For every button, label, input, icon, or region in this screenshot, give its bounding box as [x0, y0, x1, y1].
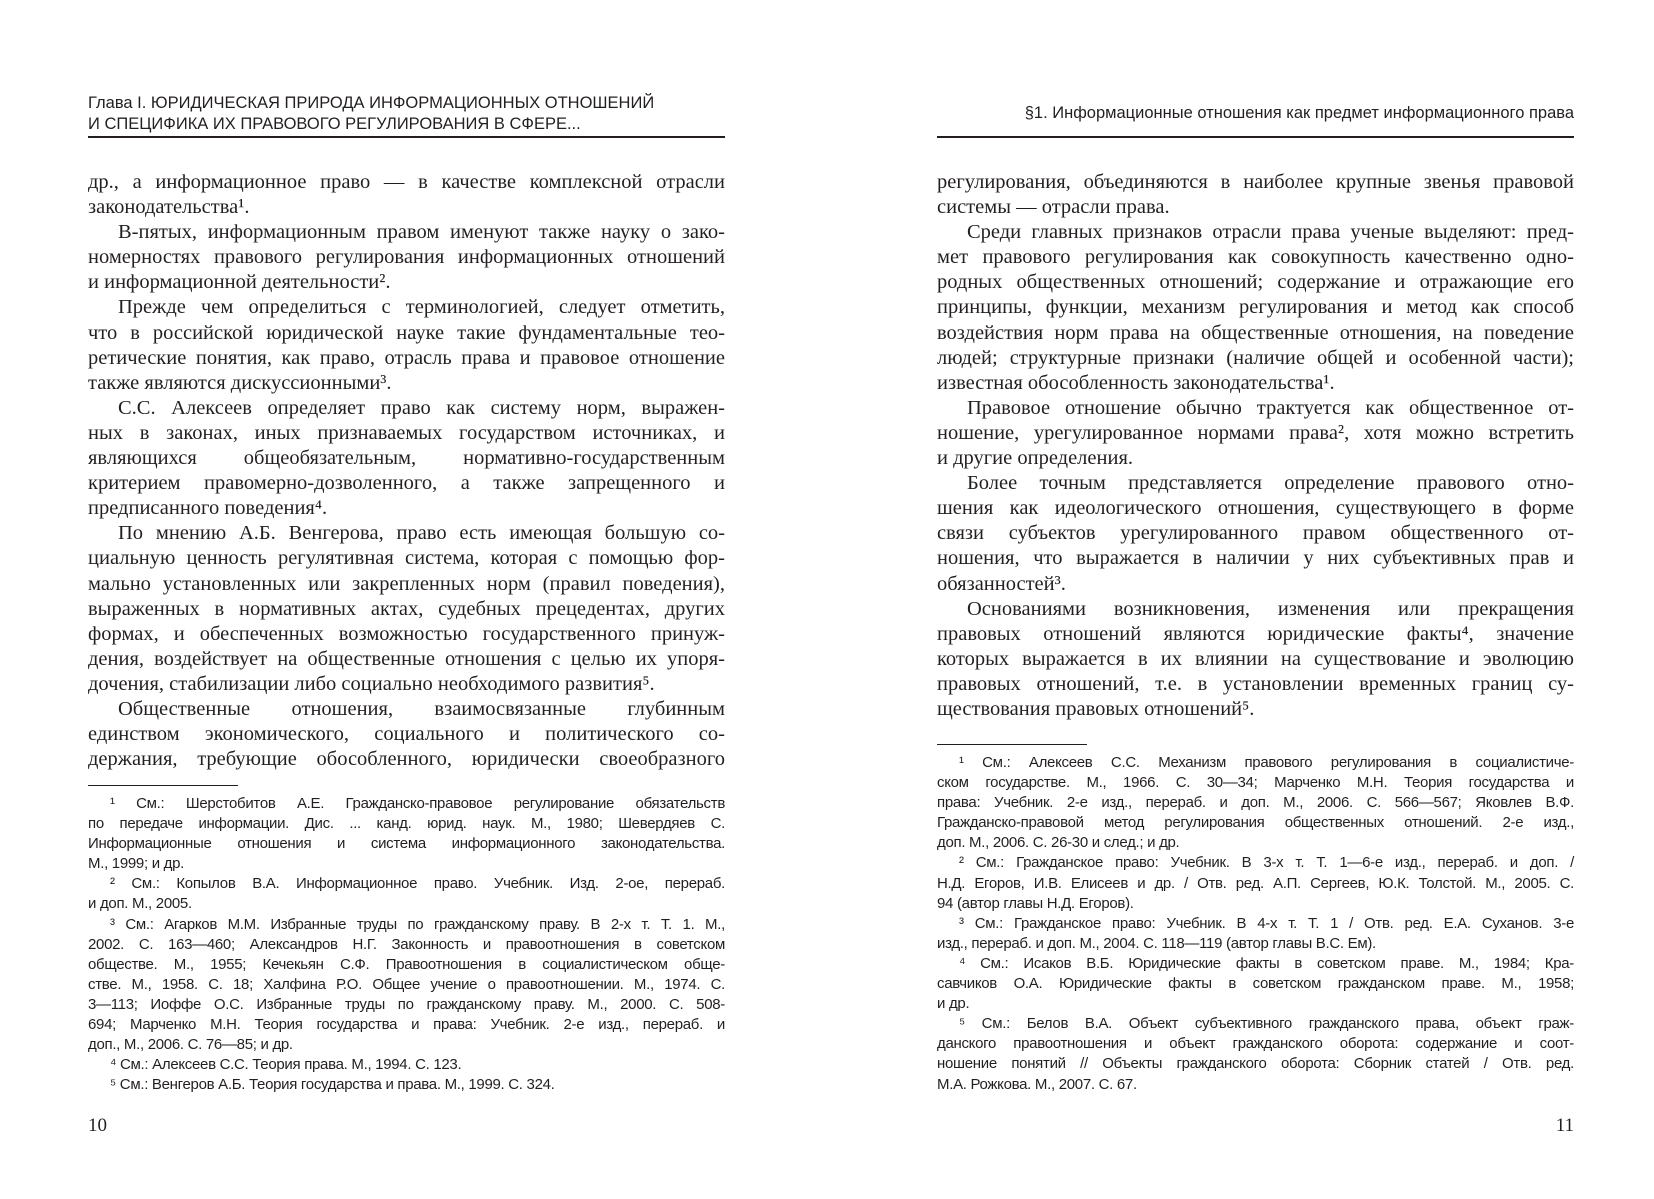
- footnote-line: М.А. Рожкова. М., 2007. С. 67.: [937, 1075, 1137, 1093]
- text-line: номерностях правового регулирования информационных отношений: [88, 246, 725, 269]
- text-line: принципы, функции, механизм регулирования и метод как способ: [937, 296, 1574, 319]
- text-line: предписанного поведения⁴.: [88, 497, 328, 520]
- text-line: что в российской юридической науке такие фундаментальные тео-: [88, 321, 725, 344]
- running-header: [88, 93, 725, 135]
- footnote-line: ¹ См.: Шерстобитов А.Е. Гражданско-правовое регулирование обязательств: [110, 795, 725, 812]
- text-line: ношения, что выражается в наличии у них субъективных прав и: [937, 547, 1574, 570]
- text-line: Основаниями возникновения, изменения или прекращения: [967, 597, 1574, 620]
- paragraph: [88, 295, 725, 395]
- running-header: [937, 103, 1574, 124]
- footnote-line: Информационные отношения и система информационного законодательства.: [88, 835, 725, 853]
- paragraph: [937, 220, 1574, 396]
- text-line: правовых отношений являются юридические факты⁴, значение: [937, 622, 1574, 645]
- paragraph: [937, 170, 1574, 220]
- footnote: [937, 753, 1574, 853]
- text-line: являющихся общеобязательным, нормативно-государственным: [88, 447, 725, 470]
- footnote-line: 3—113; Иоффе О.С. Избранные труды по гражданскому праву. М., 2000. С. 508-: [88, 995, 725, 1013]
- header-line: §1. Информационные отношения как предмет информационного права: [1024, 104, 1574, 122]
- footnote-separator: [88, 785, 238, 786]
- text-line: также являются дискуссионными³.: [88, 371, 392, 394]
- text-line: держания, требующие обособленного, юридически своеобразного: [88, 748, 725, 771]
- paragraph: [937, 471, 1574, 596]
- left-page: [88, 0, 725, 1199]
- footnote-line: доп., М., 2006. С. 76—85; и др.: [88, 1036, 293, 1054]
- text-line: ношение, урегулированное нормами права², хотя можно встретить: [937, 421, 1574, 444]
- text-line: критерием правомерно-дозволенного, а также запрещенного и: [88, 472, 725, 495]
- text-line: обязанностей³.: [937, 572, 1066, 595]
- paragraph: [937, 396, 1574, 471]
- footnote-line: ³ См.: Агарков М.М. Избранные труды по гражданскому праву. В 2-х т. Т. 1. М.,: [110, 915, 725, 933]
- footnote-line: ⁵ См.: Венгеров А.Б. Теория государства и права. М., 1999. С. 324.: [110, 1076, 555, 1094]
- body-text: [88, 170, 725, 772]
- text-line: дения, воздействует на общественные отношения с целью их упоря-: [88, 647, 725, 670]
- paragraph: [88, 396, 725, 521]
- paragraph: [88, 170, 725, 220]
- footnote-line: ⁴ См.: Алексеев С.С. Теория права. М., 1994. С. 123.: [110, 1056, 462, 1074]
- text-line: дочения, стабилизации либо социально необходимого развития⁵.: [88, 672, 655, 695]
- text-line: Более точным представляется определение правового отно-: [967, 472, 1574, 495]
- text-line: По мнению А.Б. Венгерова, право есть имеющая большую со-: [118, 522, 725, 545]
- text-line: мально установленных или закрепленных норм (правил поведения),: [88, 572, 725, 595]
- text-line: единством экономического, социального и политического со-: [88, 723, 725, 746]
- footnote-line: доп. М., 2006. С. 26-30 и след.; и др.: [937, 834, 1180, 852]
- footnote-line: данского правоотношения и объект гражданского оборота: содержание и соот-: [937, 1035, 1574, 1053]
- text-line: мет правового регулирования как совокупность качественно одно-: [937, 246, 1574, 269]
- footnote-line: ² См.: Копылов В.А. Информационное право. Учебник. Изд. 2-ое, перераб.: [110, 875, 725, 893]
- footnotes: [937, 753, 1574, 1095]
- footnote: [88, 874, 725, 914]
- footnote: [937, 914, 1574, 954]
- text-line: ных в законах, иных признаваемых государством источниках, и: [88, 421, 725, 444]
- footnote-line: ношение понятий // Объекты гражданского оборота: Сборник статей / Отв. ред.: [937, 1055, 1574, 1073]
- footnote-line: изд., перераб. и доп. М., 2004. С. 118—119 (автор главы В.С. Ем).: [937, 934, 1376, 952]
- footnote-line: обществе. М., 1955; Кечекьян С.Ф. Правоотношения в социалистическом обще-: [88, 955, 725, 973]
- text-line: регулирования, объединяются в наиболее крупные звенья правовой: [937, 171, 1574, 193]
- text-line: ретические понятия, как право, отрасль права и правовое отношение: [88, 346, 725, 369]
- text-line: людей; структурные признаки (наличие общей и особенной части);: [937, 346, 1574, 369]
- text-line: Правовое отношение обычно трактуется как общественное от-: [967, 396, 1574, 419]
- text-line: Прежде чем определиться с терминологией, следует отметить,: [118, 296, 725, 319]
- header-line: И СПЕЦИФИКА ИХ ПРАВОВОГО РЕГУЛИРОВАНИЯ В СФЕРЕ...: [88, 115, 581, 133]
- text-line: формах, и обеспеченных возможностью государственного принуж-: [88, 622, 725, 645]
- header-rule: [937, 136, 1574, 138]
- footnote: [937, 853, 1574, 913]
- footnote-line: 694; Марченко М.Н. Теория государства и права: Учебник. 2-е изд., перераб. и: [88, 1016, 725, 1034]
- text-line: и другие определения.: [937, 447, 1134, 470]
- text-line: воздействия норм права на общественные отношения, на поведение: [937, 321, 1574, 344]
- footnote-line: Н.Д. Егоров, И.В. Елисеев и др. / Отв. ред. А.П. Сергеев, Ю.К. Толстой. М., 2005. С.: [937, 874, 1574, 892]
- text-line: др., а информационное право — в качестве комплексной отрасли: [88, 171, 725, 193]
- text-line: правовых отношений, т.е. в установлении временных границ су-: [937, 672, 1574, 695]
- paragraph: [937, 597, 1574, 722]
- footnote-line: права: Учебник. 2-е изд., перераб. и доп. М., 2006. С. 566—567; Яковлев В.Ф.: [937, 794, 1574, 812]
- footnote-line: 94 (автор главы Н.Д. Егоров).: [937, 894, 1134, 912]
- footnote: [88, 1075, 725, 1095]
- header-line: Глава I. ЮРИДИЧЕСКАЯ ПРИРОДА ИНФОРМАЦИОННЫХ ОТНОШЕНИЙ: [88, 94, 655, 112]
- body-text: [937, 170, 1574, 722]
- text-line: связи субъектов урегулированного правом общественного от-: [937, 522, 1574, 545]
- text-line: законодательства¹.: [88, 196, 250, 219]
- footnote: [88, 1055, 725, 1075]
- paragraph: [88, 697, 725, 772]
- footnote-line: ² См.: Гражданское право: Учебник. В 3-х т. Т. 1—6-е изд., перераб. и доп. /: [959, 854, 1574, 872]
- text-line: которых выражается в их влиянии на существование и эволюцию: [937, 647, 1574, 670]
- text-line: Среди главных признаков отрасли права ученые выделяют: пред-: [967, 221, 1574, 244]
- footnotes: [88, 794, 725, 1095]
- footnote-line: савчиков О.А. Юридические факты в советском гражданском праве. М., 1958;: [937, 975, 1574, 993]
- footnote-line: ¹ См.: Алексеев С.С. Механизм правового регулирования в социалистиче-: [959, 754, 1574, 771]
- footnote-line: 2002. С. 163—460; Александров Н.Г. Законность и правоотношения в советском: [88, 935, 725, 953]
- paragraph: [88, 220, 725, 295]
- footnote-line: ском государстве. М., 1966. С. 30—34; Марченко М.Н. Теория государства и: [937, 774, 1574, 792]
- text-line: В-пятых, информационным правом именуют также науку о зако-: [118, 221, 725, 244]
- footnote: [937, 1014, 1574, 1094]
- paragraph: [88, 521, 725, 697]
- header-rule: [88, 136, 725, 138]
- footnote-line: Гражданско-правовой метод регулирования общественных отношений. 2-е изд.,: [937, 814, 1574, 832]
- footnote-separator: [937, 744, 1087, 745]
- text-line: шения как идеологического отношения, существующего в форме: [937, 497, 1574, 520]
- right-page: [937, 0, 1574, 1199]
- text-line: выраженных в нормативных актах, судебных прецедентах, других: [88, 597, 725, 620]
- footnote-line: ⁴ См.: Исаков В.Б. Юридические факты в советском праве. М., 1984; Кра-: [959, 954, 1574, 972]
- text-line: известная обособленность законодательства¹.: [937, 371, 1335, 394]
- footnote-line: и др.: [937, 995, 970, 1013]
- footnote: [937, 954, 1574, 1014]
- page-number: 11: [1555, 1115, 1574, 1136]
- text-line: С.С. Алексеев определяет право как систему норм, выражен-: [118, 396, 725, 419]
- footnote: [88, 915, 725, 1056]
- text-line: и информационной деятельности².: [88, 271, 391, 294]
- text-line: ществования правовых отношений⁵.: [937, 697, 1255, 720]
- text-line: циальную ценность регулятивная система, которая с помощью фор-: [88, 547, 725, 570]
- footnote-line: ³ См.: Гражданское право: Учебник. В 4-х т. Т. 1 / Отв. ред. Е.А. Суханов. 3-е: [959, 914, 1574, 932]
- footnote-line: М., 1999; и др.: [88, 855, 185, 873]
- footnote-line: стве. М., 1958. С. 18; Халфина Р.О. Общее учение о правоотношении. М., 1974. С.: [88, 975, 725, 993]
- footnote-line: ⁵ См.: Белов В.А. Объект субъективного гражданского права, объект граж-: [959, 1015, 1574, 1033]
- page-number: 10: [88, 1115, 107, 1136]
- text-line: родных общественных отношений; содержание и отражающие его: [937, 271, 1574, 294]
- footnote: [88, 794, 725, 874]
- text-line: Общественные отношения, взаимосвязанные глубинным: [118, 697, 725, 720]
- footnote-line: по передаче информации. Дис. ... канд. юрид. наук. М., 1980; Шевердяев С.: [88, 815, 725, 833]
- footnote-line: и доп. М., 2005.: [88, 895, 192, 913]
- text-line: системы — отрасли права.: [937, 196, 1170, 219]
